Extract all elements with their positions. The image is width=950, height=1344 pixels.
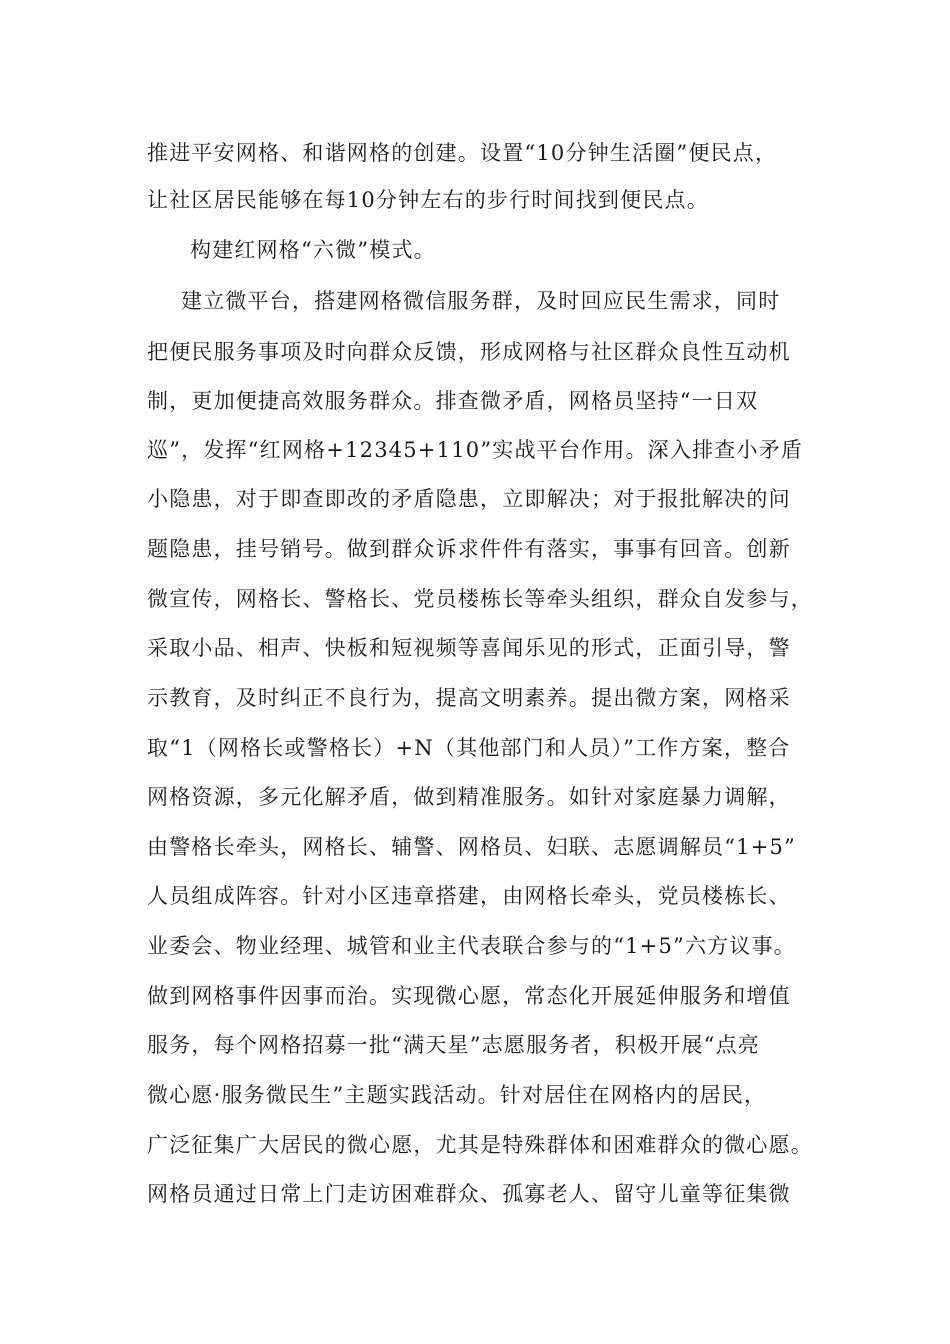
text-line: 示教育，及时纠正不良行为，提高文明素养。提出微方案，网格采 [147, 686, 791, 710]
text-line: 微心愿·服务微民生”主题实践活动。针对居住在网格内的居民， [147, 1083, 767, 1107]
text-line: 网格资源，多元化解矛盾，做到精准服务。如针对家庭暴力调解， [147, 785, 791, 809]
text-line: 把便民服务事项及时向群众反馈，形成网格与社区群众良性互动机 [147, 340, 791, 364]
text-line: 广泛征集广大居民的微心愿，尤其是特殊群体和困难群众的微心愿。 [147, 1133, 813, 1157]
text-line: 巡”，发挥“红网格+12345+110”实战平台作用。深入排查小矛盾 [147, 438, 804, 462]
text-line: 微宣传，网格长、警格长、党员楼栋长等牵头组织，群众自发参与， [147, 587, 813, 611]
text-line: 制，更加便捷高效服务群众。排查微矛盾，网格员坚持“一日双 [147, 389, 759, 413]
text-line: 建立微平台，搭建网格微信服务群，及时回应民生需求，同时 [181, 289, 781, 313]
text-line: 采取小品、相声、快板和短视频等喜闻乐见的形式，正面引导，警 [147, 636, 791, 660]
text-line: 让社区居民能够在每10分钟左右的步行时间找到便民点。 [147, 188, 709, 212]
text-line: 推进平安网格、和谐网格的创建。设置“10分钟生活圈”便民点， [147, 141, 778, 165]
text-line: 人员组成阵容。针对小区违章搭建，由网格长牵头，党员楼栋长、 [147, 884, 791, 908]
section-heading: 构建红网格“六微”模式。 [190, 238, 436, 262]
text-line: 取“1（网格长或警格长）+N（其他部门和人员）”工作方案，整合 [147, 736, 791, 760]
text-line: 小隐患，对于即查即改的矛盾隐患，立即解决；对于报批解决的问 [147, 487, 791, 511]
text-line: 服务，每个网格招募一批“满天星”志愿服务者，积极开展“点亮 [147, 1033, 761, 1057]
text-line: 网格员通过日常上门走访困难群众、孤寡老人、留守儿童等征集微 [147, 1182, 791, 1206]
text-line: 题隐患，挂号销号。做到群众诉求件件有落实，事事有回音。创新 [147, 537, 791, 561]
text-line: 业委会、物业经理、城管和业主代表联合参与的“1+5”六方议事。 [147, 934, 796, 958]
text-line: 做到网格事件因事而治。实现微心愿，常态化开展延伸服务和增值 [147, 984, 791, 1008]
text-line: 由警格长牵头，网格长、辅警、网格员、妇联、志愿调解员“1+5” [147, 835, 796, 859]
